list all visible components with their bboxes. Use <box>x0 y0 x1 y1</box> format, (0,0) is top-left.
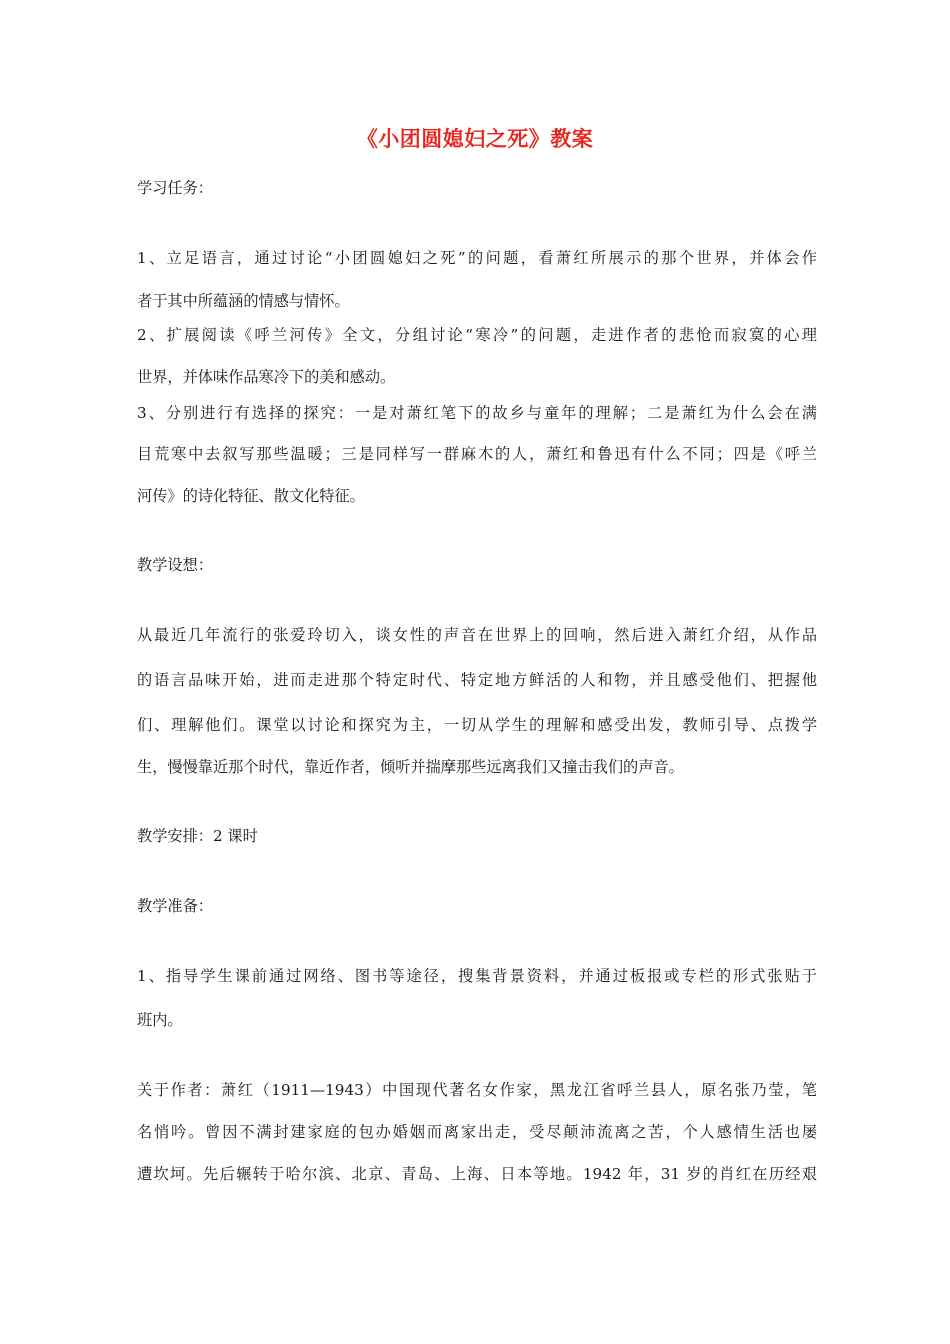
preparation-1-line-1: 1、指导学生课前通过网络、图书等途径，搜集背景资料，并通过板报或专栏的形式张贴于 <box>137 967 817 985</box>
author-line-2: 名悄吟。曾因不满封建家庭的包办婚姻而离家出走，受尽颠沛流离之苦，个人感情生活也屡 <box>137 1123 817 1141</box>
heading-teaching-preparation: 教学准备： <box>137 897 213 915</box>
heading-teaching-concept: 教学设想： <box>137 556 213 574</box>
task-3-line-2: 目荒寒中去叙写那些温暖；三是同样写一群麻木的人，萧红和鲁迅有什么不同；四是《呼兰 <box>137 445 817 463</box>
author-line-3: 遭坎坷。先后辗转于哈尔滨、北京、青岛、上海、日本等地。1942 年，31 岁的肖红在历经艰 <box>137 1165 817 1183</box>
heading-learning-tasks: 学习任务： <box>137 179 213 197</box>
task-1-line-2: 者于其中所蕴涵的情感与情怀。 <box>137 292 350 310</box>
task-1-line-1: 1、立足语言，通过讨论“小团圆媳妇之死”的问题，看萧红所展示的那个世界，并体会作 <box>137 249 817 267</box>
task-3-line-3: 河传》的诗化特征、散文化特征。 <box>137 487 365 505</box>
document-title: 《小团圆媳妇之死》教案 <box>356 126 594 151</box>
concept-line-2: 的语言品味开始，进而走进那个特定时代、特定地方鲜活的人和物，并且感受他们、把握他 <box>137 671 817 689</box>
task-2-line-1: 2、扩展阅读《呼兰河传》全文，分组讨论“寒冷”的问题，走进作者的悲怆而寂寞的心理 <box>137 326 817 344</box>
preparation-1-line-2: 班内。 <box>137 1011 183 1029</box>
task-2-line-2: 世界，并体味作品寒冷下的美和感动。 <box>137 368 396 386</box>
task-3-line-1: 3、分别进行有选择的探究：一是对萧红笔下的故乡与童年的理解；二是萧红为什么会在满 <box>137 404 817 422</box>
author-line-1: 关于作者：萧红（1911—1943）中国现代著名女作家，黑龙江省呼兰县人，原名张乃莹，笔 <box>137 1081 817 1099</box>
concept-line-1: 从最近几年流行的张爱玲切入，谈女性的声音在世界上的回响，然后进入萧红介绍，从作品 <box>137 626 817 644</box>
heading-teaching-schedule: 教学安排：2 课时 <box>137 827 258 845</box>
concept-line-3: 们、理解他们。课堂以讨论和探究为主，一切从学生的理解和感受出发，教师引导、点拨学 <box>137 716 817 734</box>
concept-line-4: 生，慢慢靠近那个时代，靠近作者，倾听并揣摩那些远离我们又撞击我们的声音。 <box>137 758 684 776</box>
